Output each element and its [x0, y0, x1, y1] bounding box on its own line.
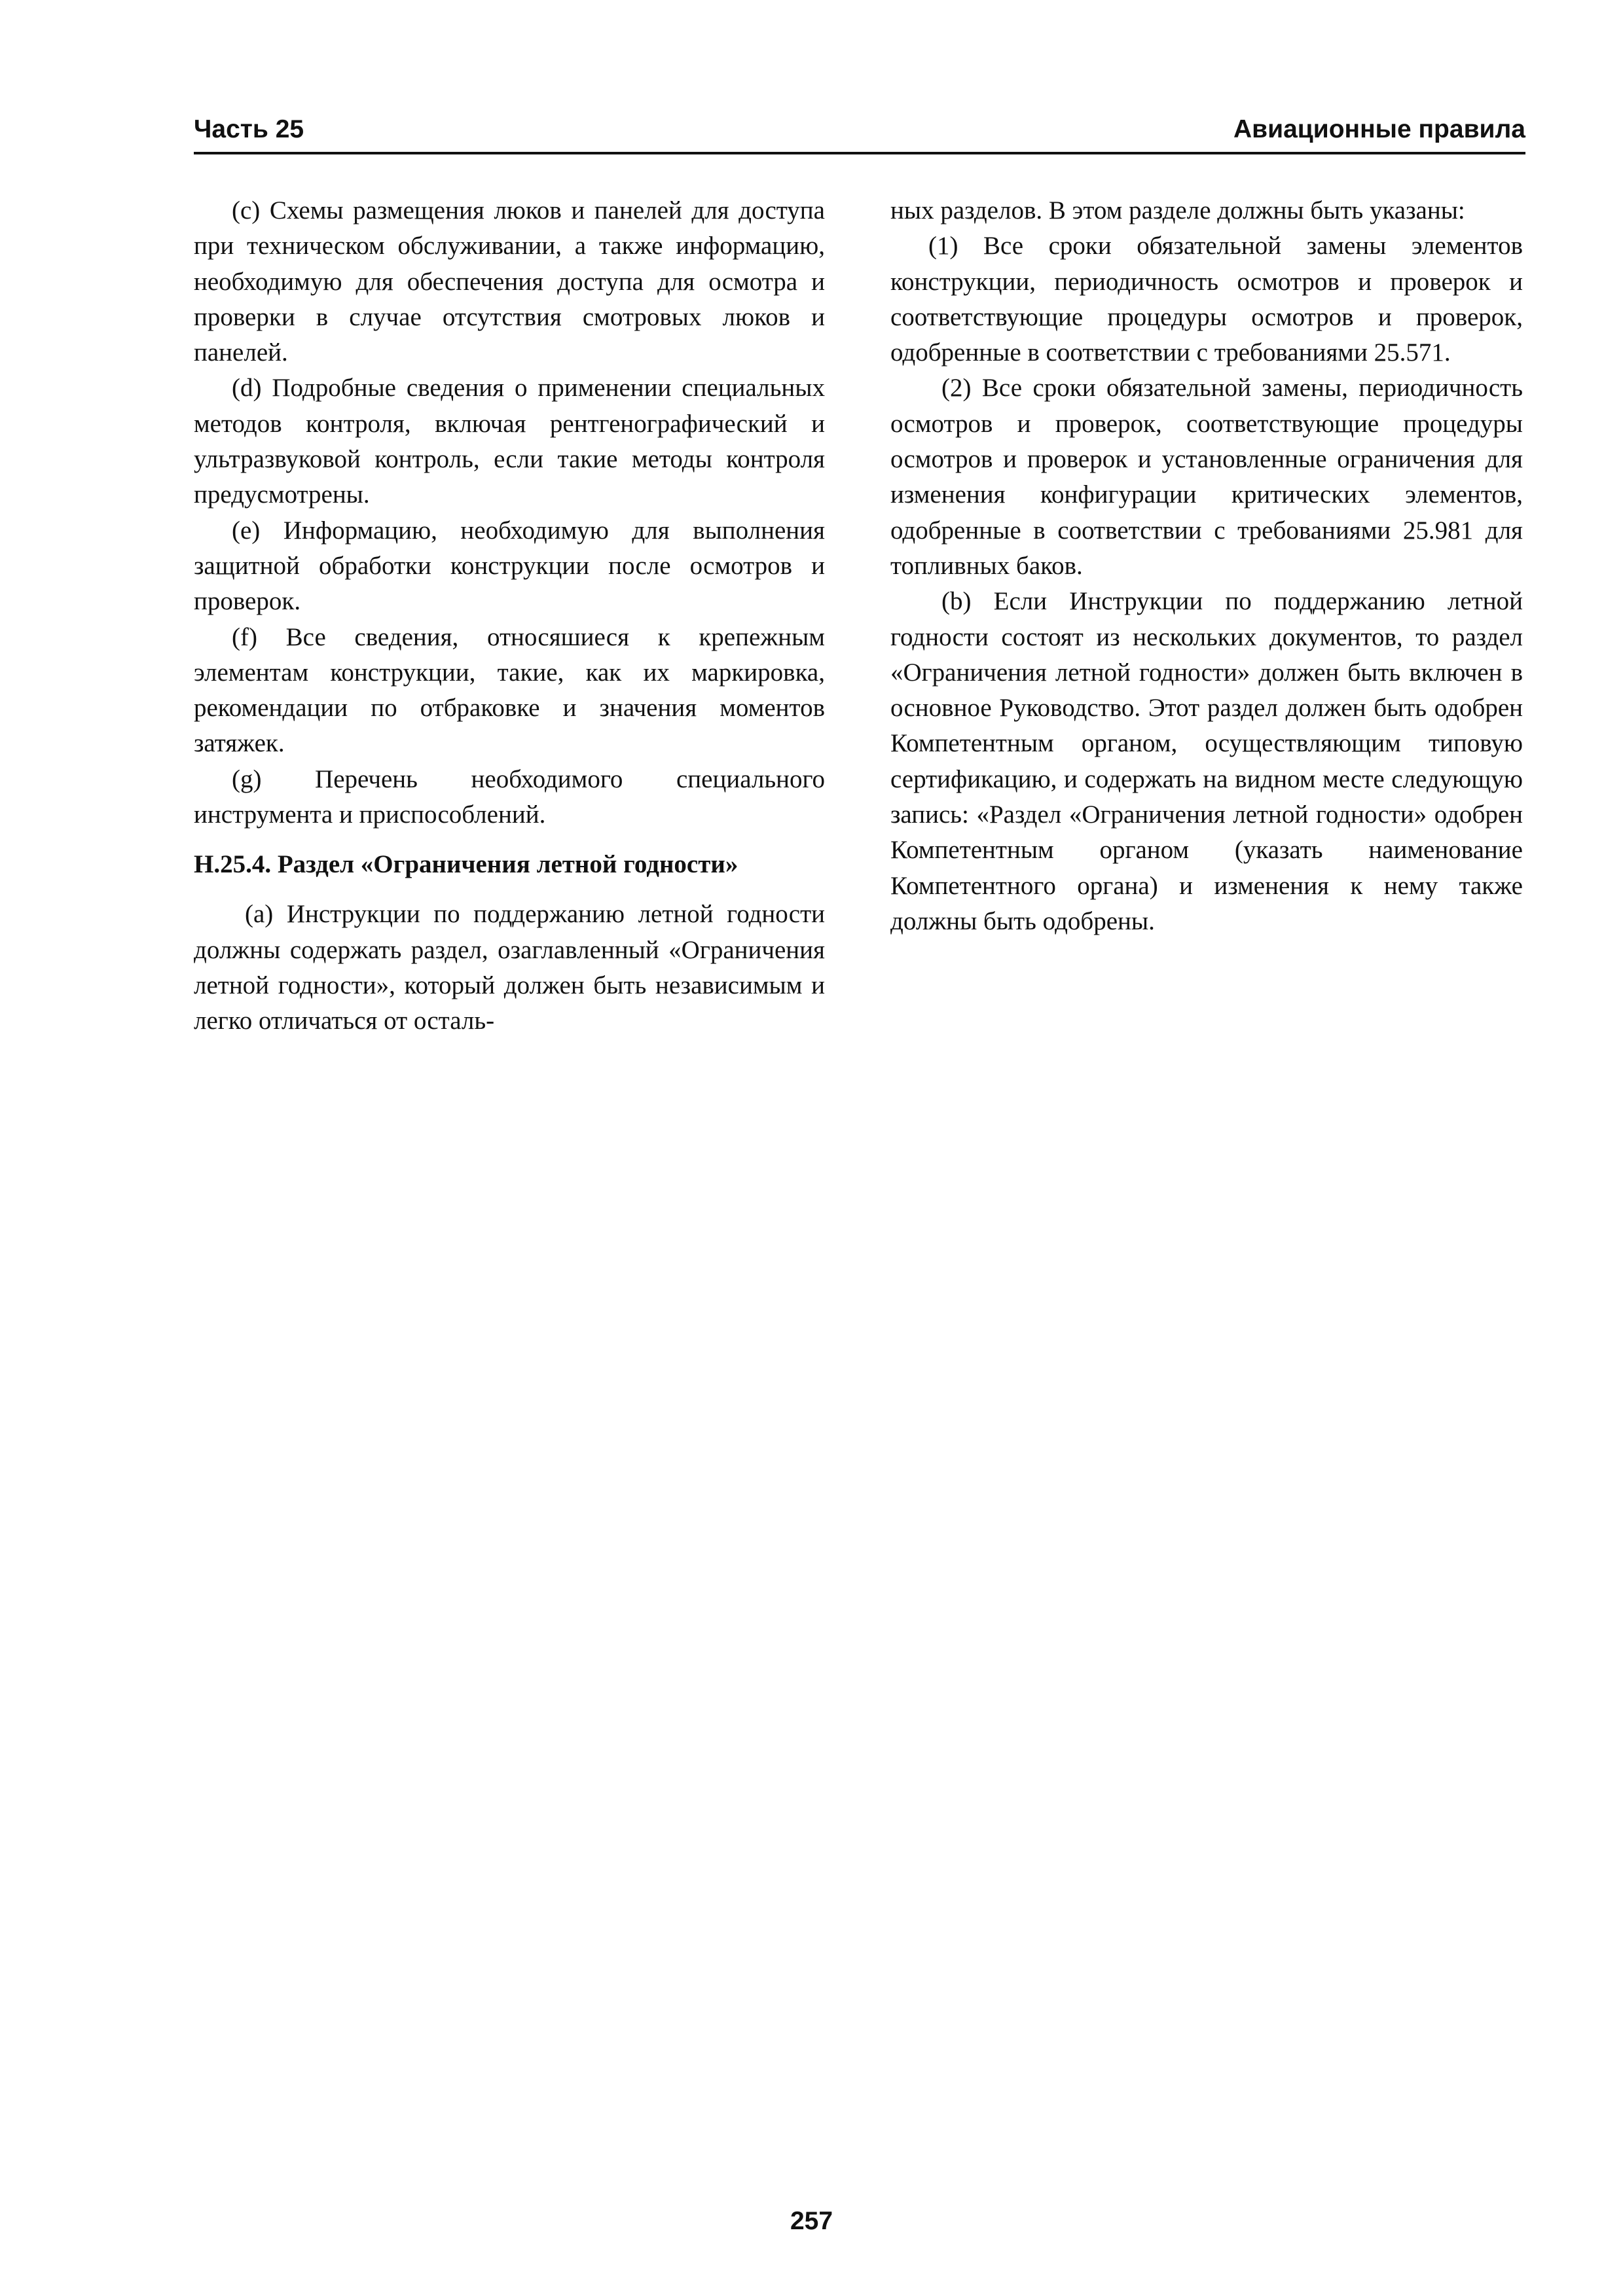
paragraph-b: (b) Если Инструкции по поддержанию летной годности состоят из нескольких документов, то раздел «Ограничения летной годности» должен быть включен в основное Руководство. Этот раздел должен быть одобрен Компетентным органом, осуществляющим типовую сертификацию, и содержать на видном месте следующую запись: «Раздел «Ограничения летной годности» одобрен Компетентным органом (указать наименование Компетентного органа) и изменения к нему также должны быть одобрены. — [890, 587, 1523, 935]
right-column — [890, 193, 1523, 939]
paragraph-e: (e) Информацию, необходимую для выполнения защитной обработки конструкции после осмотров и проверок. — [194, 516, 825, 616]
left-column — [194, 193, 825, 1039]
header-title: Авиационные правила — [1233, 115, 1525, 143]
section-heading: Н.25.4. Раздел «Ограничения летной годности» — [194, 850, 739, 879]
header-part-label: Часть 25 — [194, 115, 304, 143]
page-header — [194, 111, 1525, 154]
paragraph-d: (d) Подробные сведения о применении специальных методов контроля, включая рентгенографический и ультразвуковой контроль, если такие методы контроля предусмотрены. — [194, 374, 825, 509]
paragraph-2: (2) Все сроки обязательной замены, периодичность осмотров и проверок, соответствующие процедуры осмотров и проверок и установленные ограничения для изменения конфигурации критических элементов, одобренные в соответствии с требованиями 25.981 для топливных баков. — [890, 374, 1523, 580]
paragraph-1: (1) Все сроки обязательной замены элементов конструкции, периодичность осмотров и проверок и соответствующие процедуры осмотров и проверок, одобренные в соответствии с требованиями 25.571. — [890, 232, 1523, 367]
paragraph-f: (f) Все сведения, относяшиеся к крепежным элементам конструкции, такие, как их маркировка, рекомендации по отбраковке и значения моментов затяжек. — [194, 622, 825, 758]
paragraph-g: (g) Перечень необходимого специального инструмента и приспособлений. — [194, 764, 825, 829]
paragraph-continuation: ных разделов. В этом разделе должны быть указаны: — [890, 196, 1465, 224]
paragraph-c: (c) Схемы размещения люков и панелей для доступа при техническом обслуживании, а также информацию, необходимую для обеспечения доступа для осмотра и проверки в случае отсутствия смотровых люков и панелей. — [194, 196, 825, 367]
page-number: 257 — [790, 2207, 833, 2235]
paragraph-a: (a) Инструкции по поддержанию летной годности должны содержать раздел, озаглавленный «Ограничения летной годности», который должен быть независимым и легко отличаться от осталь- — [194, 900, 825, 1035]
